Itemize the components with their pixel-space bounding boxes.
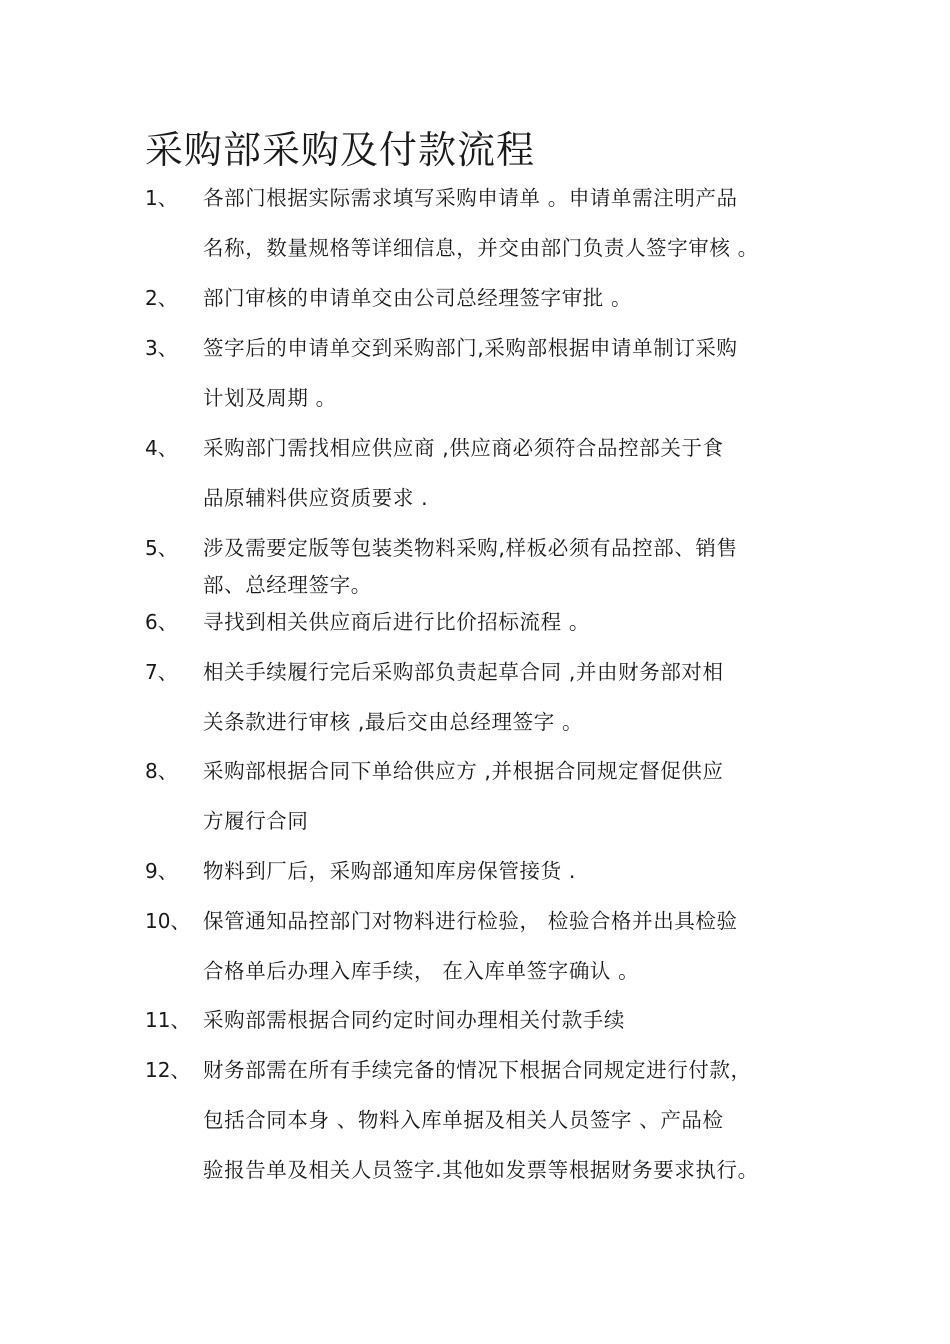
item-text-line: 保管通知品控部门对物料进行检验， 检验合格并出具检验	[203, 909, 738, 933]
item-number: 4、	[145, 436, 178, 460]
item-text-line: 名称，数量规格等详细信息，并交由部门负责人签字审核 。	[203, 236, 759, 260]
item-number: 5、	[145, 536, 178, 560]
item-number: 7、	[145, 660, 178, 684]
item-text-line: 采购部根据合同下单给供应方 ,并根据合同规定督促供应	[203, 759, 724, 783]
item-text-line: 验报告单及相关人员签字.其他如发票等根据财务要求执行。	[203, 1158, 759, 1182]
item-text-line: 各部门根据实际需求填写采购申请单 。申请单需注明产品	[203, 186, 738, 210]
item-text-line: 包括合同本身 、物料入库单据及相关人员签字 、产品检	[203, 1108, 724, 1132]
document-title: 采购部采购及付款流程	[145, 128, 536, 172]
item-text-line: 方履行合同	[203, 809, 309, 833]
item-text-line: 计划及周期 。	[203, 386, 337, 410]
item-text-line: 部门审核的申请单交由公司总经理签字审批 。	[203, 286, 633, 310]
item-text-line: 物料到厂后，采购部通知库房保管接货 .	[203, 859, 576, 883]
item-number: 12、	[145, 1058, 191, 1082]
item-text-line: 寻找到相关供应商后进行比价招标流程 。	[203, 610, 590, 634]
item-text-line: 签字后的申请单交到采购部门,采购部根据申请单制订采购	[203, 336, 738, 360]
item-number: 2、	[145, 286, 178, 310]
item-text-line: 财务部需在所有手续完备的情况下根据合同规定进行付款，	[203, 1058, 752, 1082]
item-number: 11、	[145, 1008, 191, 1032]
item-number: 1、	[145, 186, 178, 210]
item-number: 6、	[145, 610, 178, 634]
item-text-line: 关条款进行审核 ,最后交由总经理签字 。	[203, 710, 584, 734]
item-text-line: 部、总经理签字。	[203, 573, 372, 597]
item-number: 9、	[145, 859, 178, 883]
item-text-line: 涉及需要定版等包装类物料采购,样板必须有品控部、销售	[203, 536, 738, 560]
item-number: 10、	[145, 909, 191, 933]
item-number: 8、	[145, 759, 178, 783]
item-text-line: 相关手续履行完后采购部负责起草合同 ,并由财务部对相	[203, 660, 724, 684]
item-text-line: 采购部需根据合同约定时间办理相关付款手续	[203, 1008, 625, 1032]
item-number: 3、	[145, 336, 178, 360]
item-text-line: 合格单后办理入库手续， 在入库单签字确认 。	[203, 959, 640, 983]
item-text-line: 采购部门需找相应供应商 ,供应商必须符合品控部关于食	[203, 436, 724, 460]
item-text-line: 品原辅料供应资质要求 .	[203, 486, 429, 510]
